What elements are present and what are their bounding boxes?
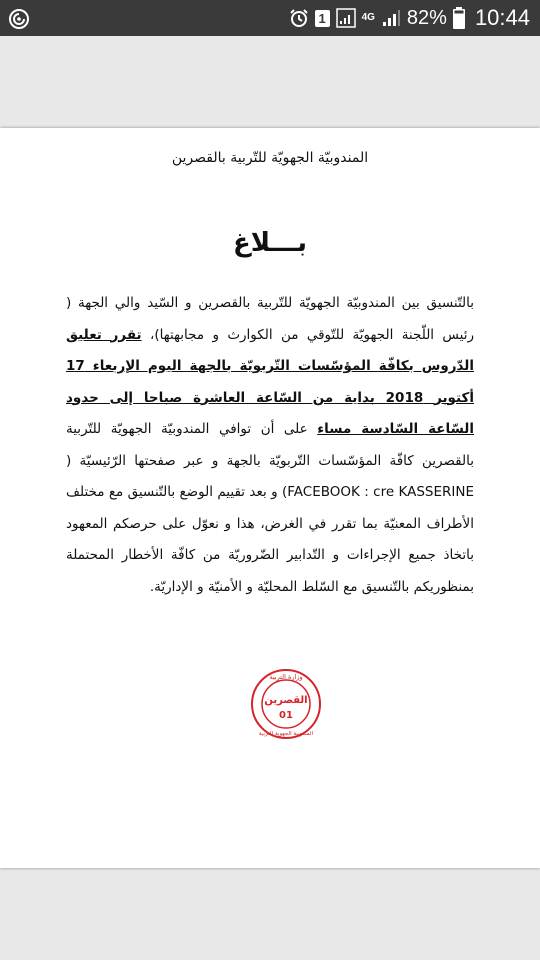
- official-stamp: [250, 668, 322, 740]
- body-intro: بالتّنسيق بين المندوبيّة الجهويّة للتّربية بالقصرين و السّيد والي الجهة ( رئيس اللّجنة الجهويّة للتّوقي من الكوارث و مجابهتها)،: [66, 295, 474, 343]
- battery-icon: [453, 7, 465, 29]
- app-icon: [8, 8, 30, 30]
- network-type-label: 4G: [361, 12, 375, 23]
- signal-icon: [336, 8, 356, 28]
- status-bar: [0, 0, 540, 36]
- signal-icon: [381, 8, 401, 28]
- body-decision: تقرر تعليق الدّروس بكافّة المؤسّسات التّربويّة بالجهة اليوم الإربعاء 17 أكتوبر 2018 بداية من السّاعة العاشرة صباحا إلى حدود السّاعة السّادسة مساء: [66, 326, 474, 437]
- stamp-number: 01: [279, 710, 293, 721]
- document-body: [66, 288, 474, 603]
- battery-percent: 82%: [406, 6, 447, 29]
- stamp-bottom-text: المندوبية الجهوية للتربية: [258, 731, 314, 737]
- document-page: [0, 128, 540, 868]
- body-details: على أن توافي المندوبيّة الجهويّة للتّربية بالقصرين كافّة المؤسّسات التّربويّة بالجهة و عبر صفحتها الرّئيسيّة ( FACEBOOK : cre KASSERINE) و بعد تقييم الوضع بالتّنسيق مع مختلف الأطراف المعنيّة بما تقرر في الغرض، هذا و نعوّل على حرصكم المعهود باتخاذ جميع الإجراءات و التّدابير الضّروريّة من كافّة الأخطار المحتملة بمنظوريكم بالتّنسيق مع السّلط المحليّة و الأمنيّة و الإداريّة.: [66, 421, 474, 595]
- sim-icon: 1: [315, 10, 330, 27]
- document-title: بـــلاغ: [233, 228, 307, 258]
- stamp-center-text: القصرين: [264, 695, 308, 706]
- document-header: المندوبيّة الجهويّة للتّربية بالقصرين: [171, 150, 369, 166]
- alarm-icon: [289, 8, 309, 28]
- clock: 10:44: [474, 5, 530, 30]
- stamp-top-text: وزارة التربية: [269, 673, 303, 681]
